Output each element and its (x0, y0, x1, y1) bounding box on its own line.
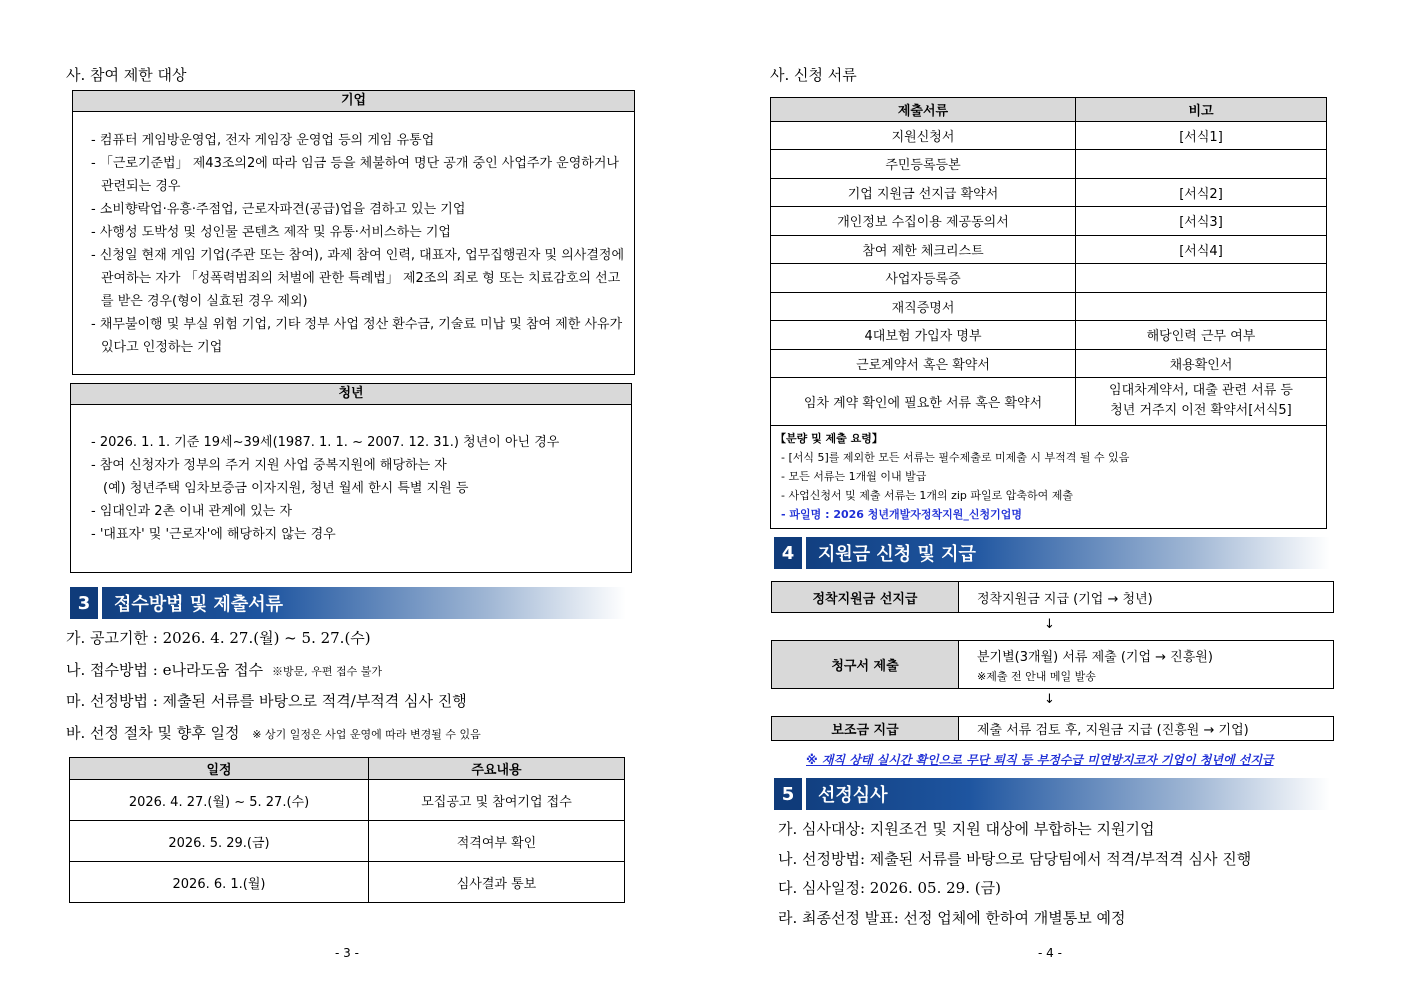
table-cell: 주민등록등본 (771, 149, 1076, 178)
table-header: 비고 (1076, 98, 1327, 121)
flow-step-claim (771, 640, 1334, 689)
table-row (771, 320, 1326, 349)
table-row (771, 349, 1326, 377)
note-item: - 사업신청서 및 제출 서류는 1개의 zip 파일로 압축하여 제출 (781, 488, 1074, 502)
table-cell: 재직증명서 (771, 292, 1076, 320)
table-cell (1076, 149, 1327, 178)
method-text: 나. 접수방법 : e나라도움 접수 (66, 661, 264, 679)
restriction-title: 사. 참여 제한 대상 (66, 66, 187, 84)
table-row (771, 121, 1326, 149)
note-item: - [서식 5]를 제외한 모든 서류는 필수제출로 미제출 시 부적격 될 수 있음 (781, 450, 1130, 464)
flow-value (959, 582, 1333, 612)
flow-value (959, 717, 1333, 740)
table-row (70, 821, 625, 862)
list-item: - 2026. 1. 1. 기준 19세~39세(1987. 1. 1. ~ 2007. 12. 31.) 청년이 아닌 경우 (91, 435, 560, 450)
section-3-banner (70, 587, 626, 619)
flow-value-text: 분기별(3개월) 서류 제출 (기업 → 진흥원) (977, 649, 1213, 665)
down-arrow-icon: ↓ (1044, 692, 1055, 707)
section-number: 5 (774, 778, 806, 810)
review-target-line: 가. 심사대상: 지원조건 및 지원 대상에 부합하는 지원기업 (778, 820, 1155, 838)
flow-value (959, 641, 1333, 688)
youth-restriction-list (71, 405, 631, 546)
table-cell: [서식3] (1076, 206, 1327, 235)
schedule-table (69, 757, 625, 903)
final-announcement-line: 라. 최종선정 발표: 선정 업체에 한하여 개별통보 예정 (778, 909, 1126, 927)
notes-title: 【분량 및 제출 요령】 (775, 431, 883, 445)
table-row (771, 235, 1326, 263)
section-5-banner (774, 778, 1330, 810)
flow-value-text: 제출 서류 검토 후, 지원금 지급 (진흥원 → 기업) (977, 723, 1249, 738)
advance-payment-warning: ※ 재직 상태 실시간 확인으로 무단 퇴직 등 부정수급 미연방지코자 기업이 청년에 선지급 (806, 753, 1274, 767)
list-item: - 참여 신청자가 정부의 주거 지원 사업 중복지원에 해당하는 자 (91, 458, 447, 473)
table-cell: 2026. 4. 27.(월) ~ 5. 27.(수) (70, 780, 369, 821)
table-row (70, 780, 625, 821)
company-restriction-box (72, 90, 635, 375)
company-restriction-list (73, 112, 634, 359)
section-4-banner (774, 537, 1330, 569)
table-cell: 개인정보 수집이용 제공동의서 (771, 206, 1076, 235)
table-cell: 기업 지원금 선지급 확약서 (771, 178, 1076, 206)
list-item: (예) 청년주택 임차보증금 이자지원, 청년 월세 한시 특별 지원 등 (103, 481, 469, 496)
list-item: - 채무불이행 및 부실 위험 기업, 기타 정부 사업 정산 환수금, 기술료 미납 및 참여 제한 사유가 있다고 인정하는 기업 (91, 317, 623, 355)
table-cell: 적격여부 확인 (369, 821, 625, 862)
table-header: 주요내용 (369, 758, 625, 780)
table-cell: 심사결과 통보 (369, 862, 625, 903)
table-cell (1076, 263, 1327, 292)
list-item: - 「근로기준법」 제43조의2에 따라 임금 등을 체불하여 명단 공개 중인 사업주가 운영하거나 관련되는 경우 (91, 156, 619, 194)
table-row (771, 178, 1326, 206)
documents-table (771, 98, 1326, 426)
table-cell: 채용확인서 (1076, 349, 1327, 377)
table-row (771, 377, 1326, 425)
table-cell (1076, 292, 1327, 320)
list-item: - 사행성 도박성 및 성인물 콘텐츠 제작 및 유통·서비스하는 기업 (91, 225, 451, 240)
table-row (771, 206, 1326, 235)
table-cell: [서식1] (1076, 121, 1327, 149)
table-cell: [서식4] (1076, 235, 1327, 263)
table-cell: 4대보험 가입자 명부 (771, 320, 1076, 349)
page-number-left: - 3 - (335, 946, 359, 960)
schedule-line (66, 722, 481, 743)
table-cell: 2026. 5. 29.(금) (70, 821, 369, 862)
note-item: - 모든 서류는 1개월 이내 발급 (781, 469, 927, 483)
table-cell: 참여 제한 체크리스트 (771, 235, 1076, 263)
page-number-right: - 4 - (1038, 946, 1062, 960)
documents-block (770, 97, 1327, 529)
list-item: - 임대인과 2촌 이내 관계에 있는 자 (91, 504, 293, 519)
schedule-note: ※ 상기 일정은 사업 운영에 따라 변경될 수 있음 (252, 728, 481, 741)
table-cell: 사업자등록증 (771, 263, 1076, 292)
flow-label: 정착지원금 선지급 (772, 582, 959, 612)
table-cell: 해당인력 근무 여부 (1076, 320, 1327, 349)
table-cell: 임대차계약서, 대출 관련 서류 등 청년 거주지 이전 확약서[서식5] (1076, 377, 1327, 425)
list-item: - 신청일 현재 게임 기업(주관 또는 참여), 과제 참여 인력, 대표자, 업무집행권자 및 의사결정에 관여하는 자가 「성폭력범죄의 처벌에 관한 특례법」 제2조의 죄로 형 또는 치료감호의 선고를 받은 경우(형이 실효된 경우 제외) (91, 248, 625, 309)
selection-method-line: 마. 선정방법 : 제출된 서류를 바탕으로 적격/부적격 심사 진행 (66, 692, 467, 710)
table-row (771, 292, 1326, 320)
list-item: - '대표자' 및 '근로자'에 해당하지 않는 경우 (91, 527, 336, 542)
method-note: ※방문, 우편 접수 불가 (271, 665, 382, 678)
flow-step-subsidy (771, 716, 1334, 741)
deadline-line: 가. 공고기한 : 2026. 4. 27.(월) ~ 5. 27.(수) (66, 629, 371, 647)
submission-notes (771, 426, 1326, 528)
table-cell: 근로계약서 혹은 확약서 (771, 349, 1076, 377)
flow-value-sub: ※제출 전 안내 메일 발송 (977, 669, 1096, 683)
method-line (66, 659, 382, 680)
table-cell: 모집공고 및 참여기업 접수 (369, 780, 625, 821)
list-item: - 컴퓨터 게임방운영업, 전자 게임장 운영업 등의 게임 유통업 (91, 133, 435, 148)
youth-box-header: 청년 (71, 384, 631, 405)
filename-note: - 파일명 : 2026 청년개발자정착지원_신청기업명 (781, 507, 1023, 521)
company-box-header: 기업 (73, 91, 634, 112)
section-title: 지원금 신청 및 지급 (818, 544, 976, 565)
flow-step-advance-payment (771, 581, 1334, 613)
table-row (771, 149, 1326, 178)
table-cell: 임차 계약 확인에 필요한 서류 혹은 확약서 (771, 377, 1076, 425)
section-number: 4 (774, 537, 806, 569)
youth-restriction-box (70, 383, 632, 573)
review-date-line: 다. 심사일정: 2026. 05. 29. (금) (778, 879, 1001, 897)
section-number: 3 (70, 587, 102, 619)
flow-label: 보조금 지급 (772, 717, 959, 740)
table-cell: [서식2] (1076, 178, 1327, 206)
flow-value-text: 정착지원금 지급 (기업 → 청년) (977, 591, 1153, 607)
down-arrow-icon: ↓ (1044, 617, 1055, 632)
table-cell: 2026. 6. 1.(월) (70, 862, 369, 903)
documents-title: 사. 신청 서류 (770, 66, 857, 84)
list-item: - 소비향락업·유흥·주점업, 근로자파견(공급)업을 겸하고 있는 기업 (91, 202, 466, 217)
table-row (70, 862, 625, 903)
flow-label: 청구서 제출 (772, 641, 959, 688)
table-row (771, 263, 1326, 292)
review-method-line: 나. 선정방법: 제출된 서류를 바탕으로 담당팀에서 적격/부적격 심사 진행 (778, 850, 1252, 868)
section-title: 접수방법 및 제출서류 (114, 594, 284, 615)
schedule-text: 바. 선정 절차 및 향후 일정 (66, 724, 240, 742)
section-title: 선정심사 (818, 785, 888, 806)
table-header: 일정 (70, 758, 369, 780)
table-header: 제출서류 (771, 98, 1076, 121)
table-cell: 지원신청서 (771, 121, 1076, 149)
